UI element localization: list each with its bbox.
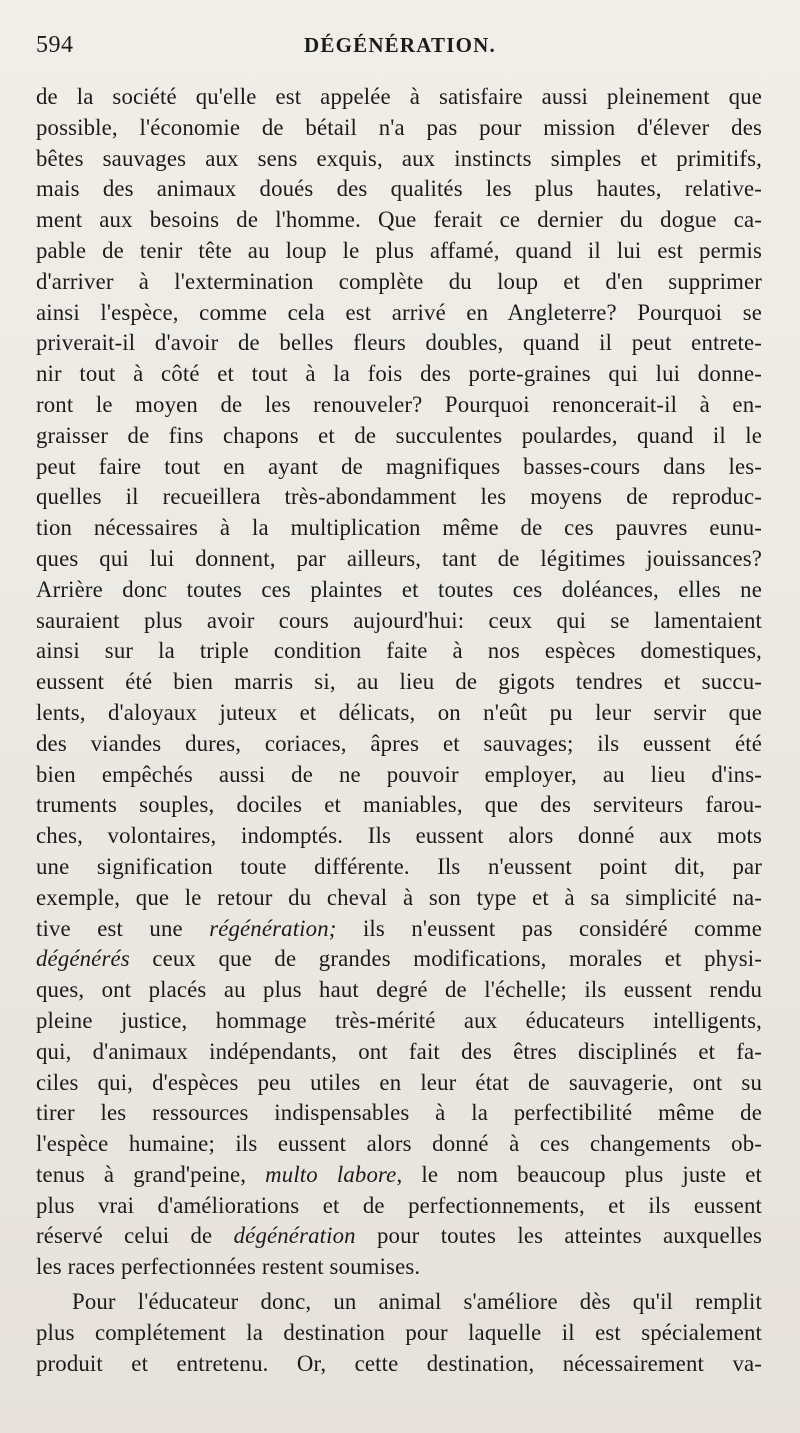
text-line: l'espèce humaine; ils eussent alors donné à ces changements ob- <box>36 1131 762 1157</box>
text-line: quelles il recueillera très-abondamment les moyens de reproduc- <box>36 484 762 510</box>
text-line: Pour l'éducateur donc, un animal s'améliore dès qu'il remplit <box>72 1289 762 1315</box>
text-line: de la société qu'elle est appelée à satisfaire aussi pleinement que <box>36 84 762 109</box>
text-line: plus vrai d'améliorations et de perfectionnements, et ils eussent <box>36 1192 762 1218</box>
text-line: mais des animaux doués des qualités les plus hautes, relative- <box>36 176 762 202</box>
text-line: une signification toute différente. Ils n'eussent point dit, par <box>36 853 762 879</box>
text-line: ainsi sur la triple condition faite à nos espèces domestiques, <box>36 638 762 664</box>
text-line: ches, volontaires, indomptés. Ils eussent alors donné aux mots <box>36 823 762 849</box>
text-line <box>36 914 762 945</box>
text-line: pable de tenir tête au loup le plus affamé, quand il lui est permis <box>36 237 762 263</box>
text-line: priverait-il d'avoir de belles fleurs doubles, quand il peut entrete- <box>36 330 762 356</box>
text-line: pleine justice, hommage très-mérité aux éducateurs intelligents, <box>36 1007 762 1033</box>
text-run: ils n'eussent pas considéré comme <box>336 915 762 941</box>
italic-run: multo labore, <box>265 1161 403 1187</box>
text-line: qui, d'animaux indépendants, ont fait des êtres disciplinés et fa- <box>36 1038 762 1064</box>
italic-run: dégénérés <box>36 946 130 972</box>
page-number: 594 <box>36 32 74 58</box>
text-line: les races perfectionnées restent soumises. <box>36 1254 421 1280</box>
italic-run: régénération; <box>209 915 337 941</box>
text-line: des viandes dures, coriaces, âpres et sauvages; ils eussent été <box>36 730 762 756</box>
text-line: exemple, que le retour du cheval à son type et à sa simplicité na- <box>36 884 762 910</box>
text-line: ques qui lui donnent, par ailleurs, tant de légitimes jouissances? <box>36 545 762 571</box>
text-line: ront le moyen de les renouveler? Pourquoi renoncerait-il à en- <box>36 391 762 417</box>
text-line: ainsi l'espèce, comme cela est arrivé en Angleterre? Pourquoi se <box>36 299 762 325</box>
text-run: tenus à grand'peine, <box>36 1161 266 1187</box>
text-run: ceux que de grandes modifications, morales et physi- <box>129 946 762 972</box>
text-line: ques, ont placés au plus haut degré de l'échelle; ils eussent rendu <box>36 977 762 1003</box>
text-line: eussent été bien marris si, au lieu de gigots tendres et succu- <box>36 669 762 695</box>
page-header <box>36 28 764 62</box>
text-run: pour toutes les atteintes auxquelles <box>355 1223 763 1249</box>
text-line: possible, l'économie de bétail n'a pas pour mission d'élever des <box>36 114 762 140</box>
text-run: réservé celui de <box>36 1223 234 1249</box>
text-line: tion nécessaires à la multiplication même de ces pauvres eunu- <box>36 515 762 541</box>
text-line: tirer les ressources indispensables à la perfectibilité même de <box>36 1100 762 1126</box>
text-run: tive est une <box>36 915 210 941</box>
text-line: truments souples, dociles et maniables, que des serviteurs farou- <box>36 792 762 818</box>
text-line: ciles qui, d'espèces peu utiles en leur état de sauvagerie, ont su <box>36 1069 762 1095</box>
text-line: d'arriver à l'extermination complète du loup et d'en supprimer <box>36 268 762 294</box>
text-line <box>36 944 762 975</box>
text-line <box>36 1221 762 1252</box>
text-line: Arrière donc toutes ces plaintes et toutes ces doléances, elles ne <box>36 576 762 602</box>
text-run: le nom beaucoup plus juste et <box>402 1161 762 1187</box>
text-line <box>36 1160 762 1191</box>
text-line: peut faire tout en ayant de magnifiques basses-cours dans les- <box>36 453 762 479</box>
text-line: ment aux besoins de l'homme. Que ferait ce dernier du dogue ca- <box>36 207 762 233</box>
text-line: bêtes sauvages aux sens exquis, aux instincts simples et primitifs, <box>36 145 762 171</box>
text-line: lents, d'aloyaux juteux et délicats, on n'eût pu leur servir que <box>36 699 762 725</box>
text-line: graisser de fins chapons et de succulentes poulardes, quand il le <box>36 422 762 448</box>
text-line: bien empêchés aussi de ne pouvoir employer, au lieu d'ins- <box>36 761 762 787</box>
text-line: produit et entretenu. Or, cette destination, nécessairement va- <box>36 1350 762 1376</box>
italic-run: dégénération <box>233 1223 356 1249</box>
text-line: plus complétement la destination pour laquelle il est spécialement <box>36 1319 762 1345</box>
running-head: DÉGÉNÉRATION. <box>304 33 496 57</box>
text-line: nir tout à côté et tout à la fois des porte-graines qui lui donne- <box>36 361 762 387</box>
body-text <box>36 82 762 1379</box>
text-line: sauraient plus avoir cours aujourd'hui: ceux qui se lamentaient <box>36 607 762 633</box>
